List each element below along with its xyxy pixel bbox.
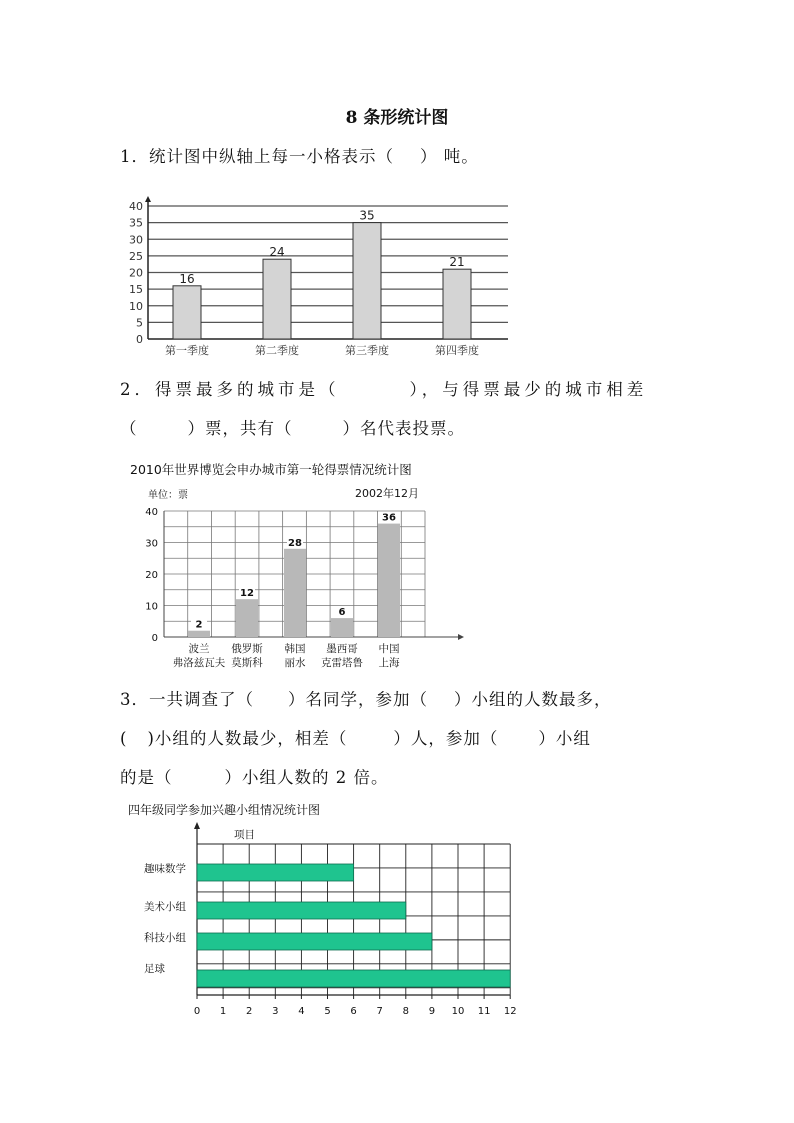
y-tick-label: 30: [129, 233, 143, 247]
q1-text-b: ） 吨。: [420, 147, 479, 166]
x-tick-label-line-2: 弗洛兹瓦夫: [172, 657, 226, 669]
data-label: 21: [449, 255, 465, 270]
q2-line1-a: 2．得票最多的城市是（: [120, 380, 340, 399]
y-tick-label: 10: [129, 299, 143, 313]
y-tick-label: 35: [129, 216, 143, 230]
page-title: 8 条形统计图: [345, 108, 449, 128]
y-tick-label: 10: [145, 601, 158, 613]
q2-line2-c: ）名代表投票。: [342, 419, 465, 438]
q3-line1-a: 3．一共调查了（: [120, 690, 254, 709]
y-tick-label: 20: [129, 266, 143, 280]
x-tick-label: 第二季度: [255, 344, 299, 357]
bar: [197, 864, 354, 881]
x-tick-label: 8: [402, 1006, 409, 1017]
category-label: 趣味数学: [144, 863, 186, 875]
x-tick-label: 12: [503, 1006, 517, 1017]
axis-label: 项目: [234, 829, 255, 841]
x-tick-label-line-1: 韩国: [284, 643, 306, 655]
x-tick-label-line-2: 丽水: [284, 657, 306, 669]
y-tick-label: 15: [129, 283, 143, 297]
x-tick-label: 11: [477, 1006, 491, 1017]
q3-line2-b: )小组的人数最少，相差（: [147, 729, 348, 748]
category-label: 美术小组: [144, 901, 186, 913]
data-label: 24: [269, 245, 285, 260]
x-tick-label: 7: [376, 1006, 383, 1017]
question-2-line-2: [120, 415, 465, 439]
question-3-line-1: [120, 686, 612, 710]
question-2-line-1: [120, 376, 647, 400]
q3-line1-b: ）名同学，参加（: [288, 690, 428, 709]
data-label: 36: [382, 512, 396, 524]
y-tick-label: 0: [151, 633, 158, 644]
x-tick-label-line-2: 克雷塔鲁: [321, 657, 363, 669]
q3-line3-b: ）小组人数的 2 倍。: [224, 768, 389, 787]
x-tick-label: 第一季度: [165, 344, 209, 357]
bar: [378, 524, 400, 637]
q3-line2-c: ）人，参加（: [393, 729, 499, 748]
bar: [353, 223, 381, 339]
data-label: 16: [179, 271, 195, 286]
q3-line3-a: 的是（: [120, 768, 173, 787]
chart-title: 2010年世界博览会申办城市第一轮得票情况统计图: [130, 462, 412, 477]
x-axis-arrow: [458, 634, 464, 640]
chart-title: 四年级同学参加兴趣小组情况统计图: [128, 803, 321, 817]
data-label: 6: [338, 607, 346, 619]
x-tick-label: 3: [272, 1006, 279, 1017]
y-tick-label: 5: [136, 316, 143, 330]
category-label: 足球: [144, 963, 165, 975]
quarterly-bar-chart: [118, 196, 513, 358]
unit-label: 单位：票: [148, 490, 188, 501]
expo-votes-bar-chart: [120, 460, 480, 672]
x-tick-label: 4: [298, 1006, 305, 1017]
date-label: 2002年12月: [355, 487, 419, 500]
x-tick-label: 第四季度: [435, 344, 479, 357]
y-tick-label: 25: [129, 249, 143, 263]
x-tick-label-line-1: 墨西哥: [326, 643, 358, 655]
bar: [236, 599, 258, 637]
bar: [331, 618, 353, 637]
x-tick-label: 5: [324, 1006, 331, 1017]
q3-line2-d: ）小组: [538, 729, 591, 748]
q2-line2-a: （: [120, 419, 138, 438]
bar: [284, 549, 306, 637]
bar: [263, 259, 291, 339]
interest-group-bar-chart: [128, 800, 540, 1025]
x-tick-label-line-2: 莫斯科: [231, 657, 263, 669]
x-tick-label: 1: [219, 1006, 227, 1017]
x-tick-label: 9: [428, 1006, 436, 1017]
x-tick-label-line-2: 上海: [378, 657, 400, 669]
q2-line1-b: ），与得票最少的城市相差: [409, 380, 648, 399]
question-1: [120, 143, 479, 167]
question-3-line-3: [120, 764, 389, 788]
x-tick-label: 2: [246, 1006, 253, 1017]
q3-line2-a: (: [120, 729, 128, 748]
q1-text-a: 1．统计图中纵轴上每一小格表示（: [120, 147, 394, 166]
x-tick-label: 0: [193, 1006, 201, 1017]
x-tick-label-line-1: 俄罗斯: [231, 643, 263, 655]
bar: [173, 286, 201, 339]
x-tick-label-line-1: 波兰: [188, 643, 210, 655]
data-label: 35: [359, 208, 375, 223]
x-tick-label: 10: [451, 1006, 465, 1017]
bar: [188, 631, 210, 637]
y-axis-arrow: [145, 196, 151, 202]
question-3-line-2: [120, 725, 591, 749]
x-tick-label: 6: [350, 1006, 357, 1017]
y-tick-label: 20: [145, 570, 158, 581]
y-tick-label: 0: [136, 333, 143, 346]
data-label: 2: [195, 619, 203, 631]
bar: [197, 970, 510, 987]
y-axis-arrow: [194, 822, 200, 829]
data-label: 28: [288, 537, 302, 549]
category-label: 科技小组: [144, 932, 186, 944]
q2-line2-b: ）票，共有（: [187, 419, 293, 438]
y-tick-label: 40: [145, 507, 158, 518]
y-tick-label: 30: [145, 538, 158, 550]
data-label: 12: [240, 588, 254, 600]
x-tick-label: 第三季度: [345, 344, 389, 357]
q3-line1-c: ）小组的人数最多，: [454, 690, 612, 709]
bar: [443, 269, 471, 339]
y-tick-label: 40: [129, 200, 143, 213]
bar: [197, 933, 432, 950]
x-tick-label-line-1: 中国: [378, 643, 400, 655]
bar: [197, 902, 406, 919]
